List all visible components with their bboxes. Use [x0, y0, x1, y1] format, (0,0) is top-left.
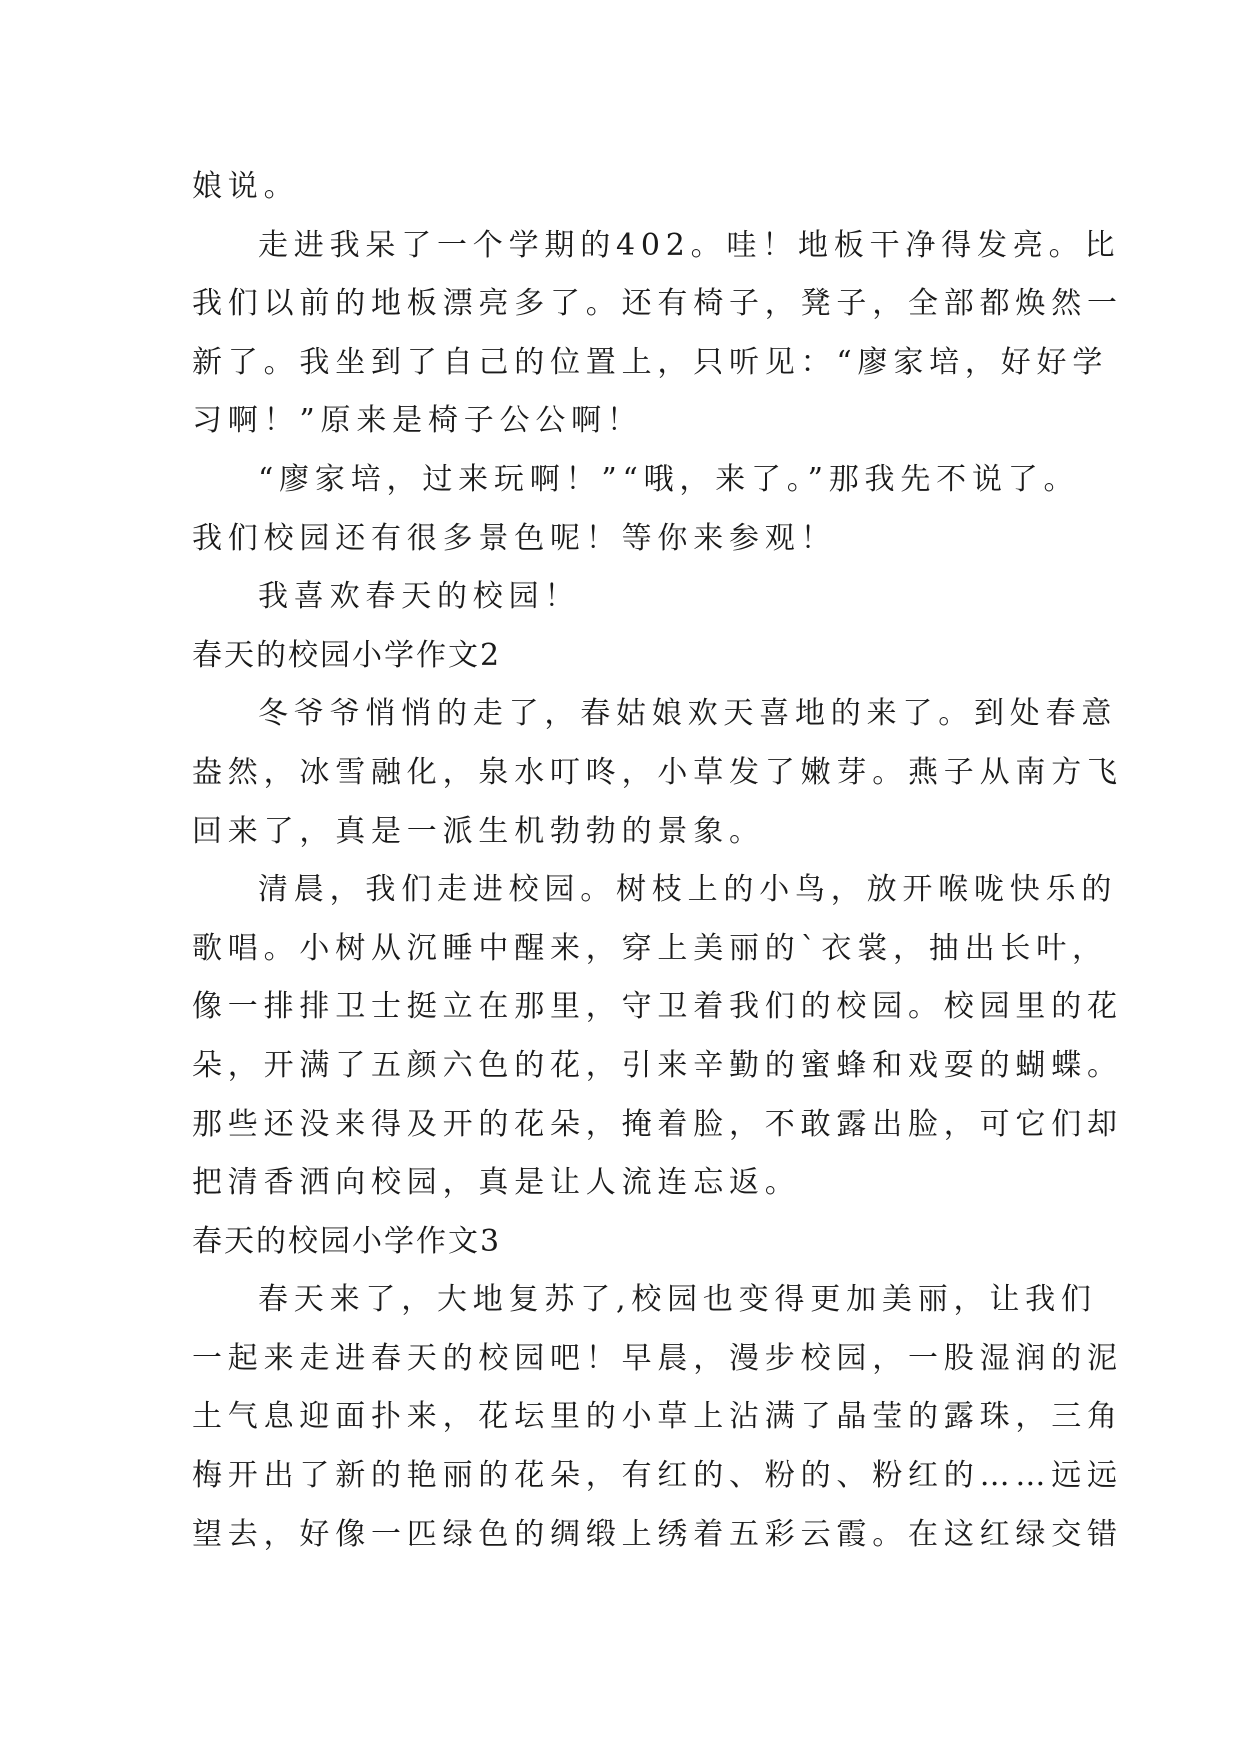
- text-line: 一起来走进春天的校园吧！早晨，漫步校园，一股湿润的泥: [192, 1340, 1123, 1376]
- text-line: 我们以前的地板漂亮多了。还有椅子，凳子，全部都焕然一: [192, 286, 1123, 322]
- text-line: 盎然，冰雪融化，泉水叮咚，小草发了嫩芽。燕子从南方飞: [192, 754, 1123, 790]
- text-line: 土气息迎面扑来，花坛里的小草上沾满了晶莹的露珠，三角: [192, 1399, 1123, 1435]
- paragraph-start-line: 冬爷爷悄悄的走了，春姑娘欢天喜地的来了。到处春意: [258, 696, 1118, 732]
- text-line: 新了。我坐到了自己的位置上，只听见：“廖家培，好好学: [192, 344, 1109, 380]
- text-line: 梅开出了新的艳丽的花朵，有红的、粉的、粉红的……远远: [192, 1458, 1123, 1494]
- text-line: 朵，开满了五颜六色的花，引来辛勤的蜜蜂和戏耍的蝴蝶。: [192, 1047, 1123, 1083]
- paragraph-start-line: 清晨，我们走进校园。树枝上的小鸟，放开喉咙快乐的: [258, 872, 1118, 908]
- text-line: 习啊！”原来是椅子公公啊！: [192, 403, 643, 439]
- essay-heading: 春天的校园小学作文2: [192, 637, 502, 673]
- paragraph-start-line: 春天来了，大地复苏了,校园也变得更加美丽，让我们: [258, 1282, 1097, 1318]
- essay-heading: 春天的校园小学作文3: [192, 1223, 502, 1259]
- text-line: 像一排排卫士挺立在那里，守卫着我们的校园。校园里的花: [192, 989, 1123, 1025]
- text-line: 我们校园还有很多景色呢！等你来参观！: [192, 520, 837, 556]
- paragraph-start-line: 走进我呆了一个学期的402。哇！地板干净得发亮。比: [258, 227, 1121, 263]
- text-line: 那些还没来得及开的花朵，掩着脸，不敢露出脸，可它们却: [192, 1106, 1123, 1142]
- essay-body: [192, 158, 1123, 1564]
- text-line: 回来了，真是一派生机勃勃的景象。: [192, 813, 765, 849]
- paragraph-start-line: “廖家培，过来玩啊！”“哦，来了。”那我先不说了。: [258, 461, 1080, 497]
- text-line: 望去，好像一匹绿色的绸缎上绣着五彩云霞。在这红绿交错: [192, 1516, 1123, 1552]
- paragraph-start-line: 我喜欢春天的校园！: [258, 579, 581, 615]
- text-line: 把清香洒向校园，真是让人流连忘返。: [192, 1165, 801, 1201]
- text-line: 歌唱。小树从沉睡中醒来，穿上美丽的`衣裳，抽出长叶，: [192, 930, 1108, 966]
- text-line: 娘说。: [192, 169, 300, 204]
